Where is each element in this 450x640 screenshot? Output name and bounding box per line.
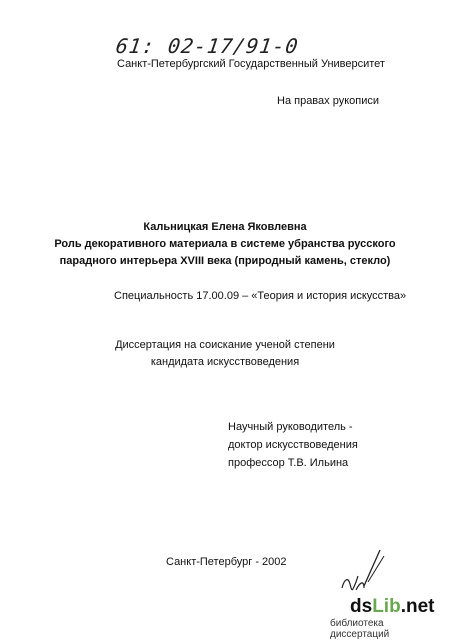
advisor-line-2: доктор искусствоведения: [228, 439, 358, 451]
dissertation-line-2: кандидата искусствоведения: [150, 356, 300, 368]
rights-note: На правах рукописи: [277, 95, 379, 107]
logo-ds-text: ds: [350, 596, 373, 617]
logo-net-text: .net: [400, 596, 435, 617]
specialty: Специальность 17.00.09 – «Теория и история искусства»: [114, 290, 407, 302]
dslib-subtitle: библиотека диссертаций: [330, 618, 390, 640]
logo-lib-text: Lib: [372, 596, 401, 617]
handwritten-signature: [338, 546, 388, 598]
advisor-line-3: профессор Т.В. Ильина: [228, 457, 349, 469]
dslib-watermark: [330, 596, 442, 640]
handwritten-catalog-code: 61: 02-17/91-0: [114, 34, 301, 58]
city-year: Санкт-Петербург - 2002: [166, 556, 287, 568]
title-line-2: парадного интерьера XVIII века (природный камень, стекло): [59, 255, 391, 267]
university-name: Санкт-Петербургский Государственный Университет: [117, 58, 385, 70]
advisor-line-1: Научный руководитель -: [228, 421, 353, 433]
author-name: Кальницкая Елена Яковлевна: [143, 221, 307, 233]
dslib-logo: [350, 596, 434, 618]
title-line-1: Роль декоративного материала в системе убранства русского: [54, 238, 396, 250]
dissertation-line-1: Диссертация на соискание ученой степени: [115, 339, 335, 351]
